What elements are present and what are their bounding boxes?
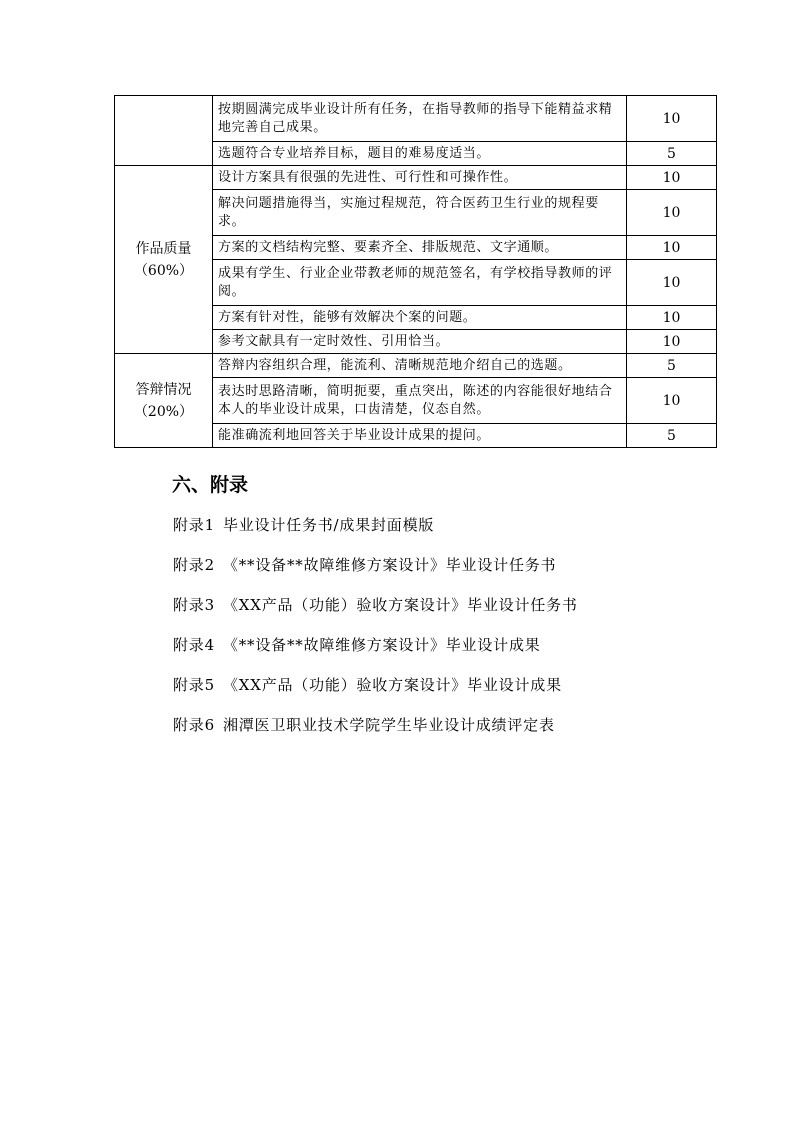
category-name: 作品质量 [135, 240, 192, 257]
appendix-title: 《**设备**故障维修方案设计》毕业设计任务书 [222, 556, 557, 574]
criterion-text: 方案的文档结构完整、要素齐全、排版规范、文字通顺。 [213, 236, 627, 260]
category-cell [115, 96, 213, 166]
appendix-title: 《XX产品（功能）验收方案设计》毕业设计任务书 [222, 596, 578, 614]
appendix-number: 附录6 [173, 716, 215, 734]
category-weight: （20%） [133, 403, 194, 420]
criterion-score: 10 [627, 96, 717, 142]
criterion-score: 10 [627, 260, 717, 306]
criterion-score: 5 [627, 424, 717, 448]
criterion-score: 10 [627, 378, 717, 424]
appendix-title: 《**设备**故障维修方案设计》毕业设计成果 [222, 636, 541, 654]
criterion-score: 10 [627, 306, 717, 330]
category-cell-quality [115, 166, 213, 354]
table-row [115, 354, 717, 378]
criterion-score: 10 [627, 330, 717, 354]
criterion-score: 10 [627, 236, 717, 260]
criterion-text: 成果有学生、行业企业带教老师的规范签名，有学校指导教师的评阅。 [213, 260, 627, 306]
appendix-item [173, 554, 578, 594]
criterion-text: 能准确流利地回答关于毕业设计成果的提问。 [213, 424, 627, 448]
appendix-number: 附录3 [173, 596, 215, 614]
appendix-number: 附录5 [173, 676, 215, 694]
criterion-text: 表达时思路清晰，简明扼要，重点突出，陈述的内容能很好地结合本人的毕业设计成果，口齿清楚，仪态自然。 [213, 378, 627, 424]
appendix-title: 《XX产品（功能）验收方案设计》毕业设计成果 [222, 676, 562, 694]
appendix-item [173, 674, 578, 714]
table-row [115, 166, 717, 190]
table-row [115, 96, 717, 142]
criterion-text: 按期圆满完成毕业设计所有任务，在指导教师的指导下能精益求精地完善自己成果。 [213, 96, 627, 142]
evaluation-criteria-table [114, 95, 717, 448]
appendix-number: 附录1 [173, 516, 215, 534]
appendix-item [173, 594, 578, 634]
criterion-score: 5 [627, 354, 717, 378]
appendix-title: 毕业设计任务书/成果封面模版 [222, 516, 435, 534]
criterion-text: 参考文献具有一定时效性、引用恰当。 [213, 330, 627, 354]
criterion-score: 10 [627, 166, 717, 190]
appendix-list [173, 514, 578, 754]
appendix-title: 湘潭医卫职业技术学院学生毕业设计成绩评定表 [222, 716, 555, 734]
criterion-text: 设计方案具有很强的先进性、可行性和可操作性。 [213, 166, 627, 190]
category-cell-defense [115, 354, 213, 448]
criterion-text: 方案有针对性，能够有效解决个案的问题。 [213, 306, 627, 330]
appendix-number: 附录2 [173, 556, 215, 574]
appendix-item [173, 514, 578, 554]
appendix-number: 附录4 [173, 636, 215, 654]
criterion-text: 解决问题措施得当，实施过程规范，符合医药卫生行业的规程要求。 [213, 190, 627, 236]
appendix-item [173, 634, 578, 674]
category-weight: （60%） [133, 262, 194, 279]
criterion-score: 10 [627, 190, 717, 236]
criterion-score: 5 [627, 142, 717, 166]
category-name: 答辩情况 [135, 381, 192, 398]
section-heading-appendix: 六、附录 [172, 474, 249, 496]
criterion-text: 选题符合专业培养目标，题目的难易度适当。 [213, 142, 627, 166]
criterion-text: 答辩内容组织合理，能流利、清晰规范地介绍自己的选题。 [213, 354, 627, 378]
appendix-item [173, 714, 578, 754]
